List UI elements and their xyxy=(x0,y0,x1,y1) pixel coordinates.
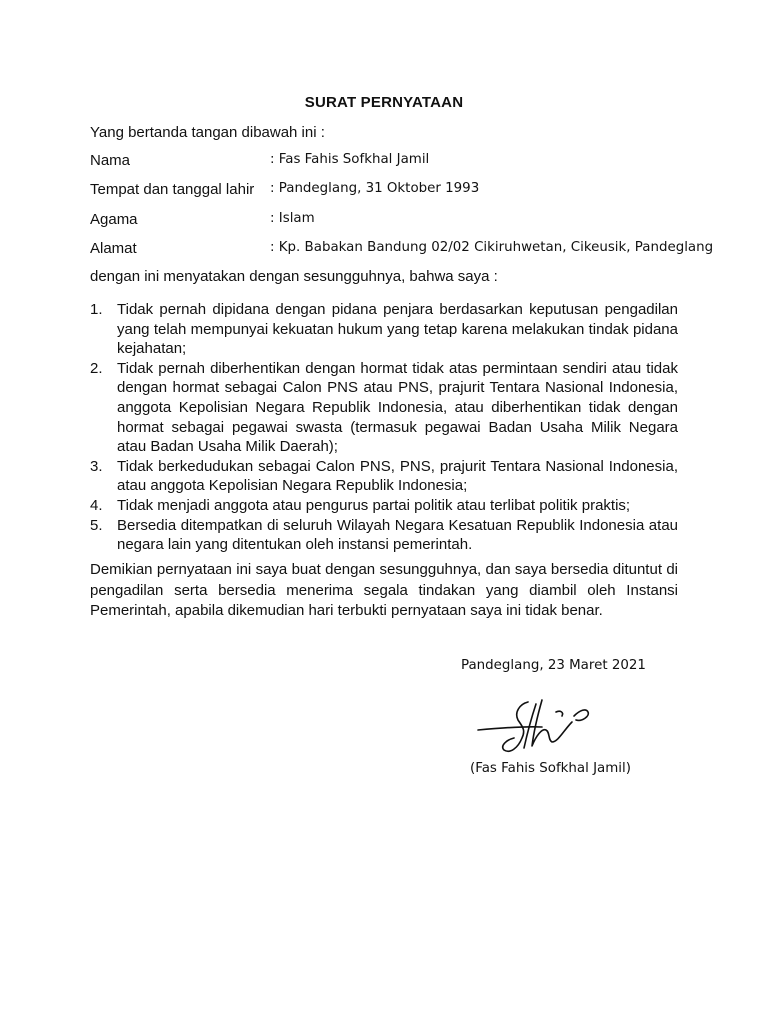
list-item-number: 5. xyxy=(90,516,103,534)
handwritten-signature xyxy=(470,690,620,760)
signature-place-date: Pandeglang, 23 Maret 2021 xyxy=(461,658,646,673)
field-label: Nama xyxy=(90,152,131,169)
field-row-agama xyxy=(90,211,690,233)
list-item xyxy=(90,496,678,516)
list-item-text: Bersedia ditempatkan di seluruh Wilayah Negara Kesatuan Republik Indonesia atau negara lain yang ditentukan oleh instansi pemerintah. xyxy=(117,516,678,554)
list-item-number: 4. xyxy=(90,496,103,514)
field-row-nama xyxy=(90,152,690,174)
field-value: : Islam xyxy=(270,211,315,226)
list-item xyxy=(90,457,678,496)
field-value: : Fas Fahis Sofkhal Jamil xyxy=(270,152,430,167)
field-label: Alamat xyxy=(90,240,137,257)
list-item-number: 1. xyxy=(90,301,103,318)
list-item-text: Tidak pernah diberhentikan dengan hormat tidak atas permintaan sendiri atau tidak dengan hormat sebagai Calon PNS atau PNS, prajurit Tentara Nasional Indonesia, anggota Kepolisian Negara Republik Indonesia, atau diberhentikan tidak dengan hormat sebagai pegawai swasta (termasuk pegawai Badan Usaha Milik Negara atau Badan Usaha Milik Daerah); xyxy=(117,359,678,456)
field-value: : Pandeglang, 31 Oktober 1993 xyxy=(270,181,480,196)
declaration-lead: dengan ini menyatakan dengan sesungguhnya, bahwa saya : xyxy=(90,268,498,285)
closing-paragraph: Demikian pernyataan ini saya buat dengan sesungguhnya, dan saya bersedia dituntut di pengadilan serta bersedia menerima segala tindakan yang diambil oleh Instansi Pemerintah, apabila dikemudian hari terbukti pernyataan saya ini tidak benar. xyxy=(90,561,678,619)
field-value: : Kp. Babakan Bandung 02/02 Cikiruhwetan, Cikeusik, Pandeglang xyxy=(270,240,714,255)
list-item-text: Tidak pernah dipidana dengan pidana penjara berdasarkan keputusan pengadilan yang telah mempunyai kekuatan hukum yang tetap karena melakukan tindak pidana kejahatan; xyxy=(117,301,678,358)
list-item xyxy=(90,516,678,555)
list-item-text: Tidak menjadi anggota atau pengurus partai politik atau terlibat politik praktis; xyxy=(117,496,631,514)
document-title: SURAT PERNYATAAN xyxy=(304,94,464,111)
list-item-text: Tidak berkedudukan sebagai Calon PNS, PNS, prajurit Tentara Nasional Indonesia, atau anggota Kepolisian Negara Republik Indonesia; xyxy=(117,457,678,495)
field-row-alamat xyxy=(90,240,714,262)
intro-text: Yang bertanda tangan dibawah ini : xyxy=(90,124,325,141)
signatory-name: (Fas Fahis Sofkhal Jamil) xyxy=(470,761,631,776)
statement-list xyxy=(90,300,678,555)
list-item-number: 2. xyxy=(90,359,103,377)
field-label: Tempat dan tanggal lahir xyxy=(90,181,255,198)
list-item xyxy=(90,359,678,457)
field-row-tempat-tanggal-lahir xyxy=(90,181,690,203)
list-item xyxy=(90,300,678,359)
list-item-number: 3. xyxy=(90,457,103,475)
field-label: Agama xyxy=(90,211,138,228)
